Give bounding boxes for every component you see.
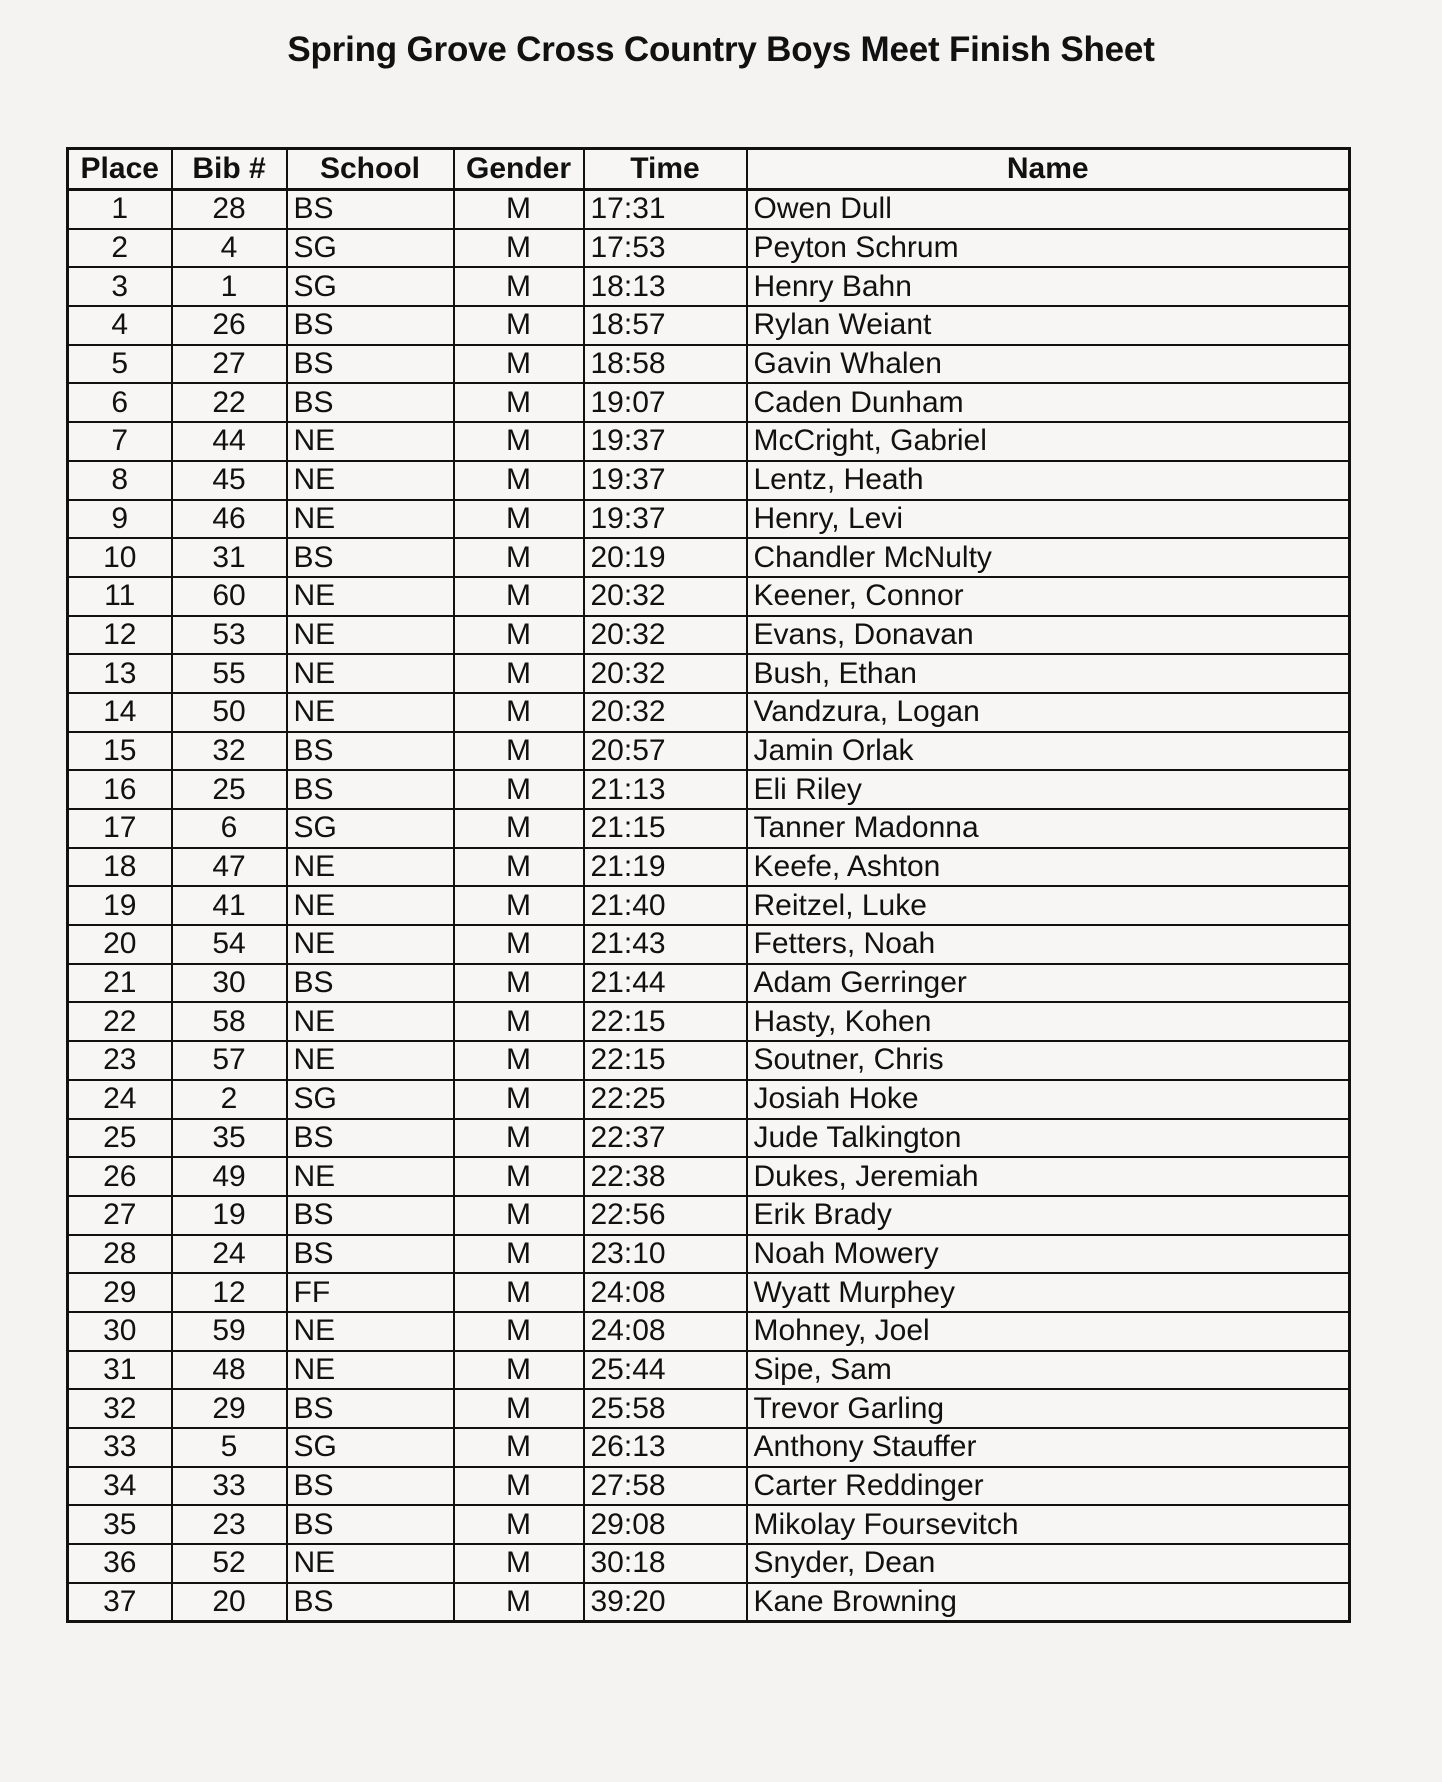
- table-row: [68, 345, 1350, 384]
- cell-name: Reitzel, Luke: [747, 886, 1350, 925]
- cell-bib: 49: [172, 1157, 287, 1196]
- cell-gender: M: [454, 693, 584, 732]
- cell-time: 22:37: [584, 1119, 747, 1158]
- table-row: [68, 383, 1350, 422]
- cell-time: 22:15: [584, 1002, 747, 1041]
- cell-time: 19:37: [584, 500, 747, 539]
- cell-place: 13: [68, 654, 172, 693]
- table-row: [68, 693, 1350, 732]
- cell-school: BS: [287, 1467, 454, 1506]
- cell-name: Sipe, Sam: [747, 1351, 1350, 1390]
- cell-bib: 29: [172, 1389, 287, 1428]
- cell-time: 20:32: [584, 654, 747, 693]
- cell-name: Lentz, Heath: [747, 461, 1350, 500]
- cell-school: BS: [287, 770, 454, 809]
- table-body: [68, 190, 1350, 1622]
- cell-name: Keefe, Ashton: [747, 848, 1350, 887]
- cell-school: BS: [287, 1119, 454, 1158]
- cell-bib: 5: [172, 1428, 287, 1467]
- cell-place: 22: [68, 1002, 172, 1041]
- cell-name: Anthony Stauffer: [747, 1428, 1350, 1467]
- cell-place: 16: [68, 770, 172, 809]
- cell-school: NE: [287, 1351, 454, 1390]
- cell-gender: M: [454, 345, 584, 384]
- cell-place: 7: [68, 422, 172, 461]
- cell-name: Peyton Schrum: [747, 229, 1350, 268]
- cell-gender: M: [454, 809, 584, 848]
- cell-school: NE: [287, 1312, 454, 1351]
- cell-place: 9: [68, 500, 172, 539]
- cell-bib: 52: [172, 1544, 287, 1583]
- cell-gender: M: [454, 886, 584, 925]
- cell-place: 35: [68, 1505, 172, 1544]
- cell-school: BS: [287, 1389, 454, 1428]
- table-row: [68, 538, 1350, 577]
- cell-bib: 55: [172, 654, 287, 693]
- cell-school: NE: [287, 693, 454, 732]
- cell-bib: 47: [172, 848, 287, 887]
- table-row: [68, 1467, 1350, 1506]
- cell-gender: M: [454, 1119, 584, 1158]
- cell-bib: 20: [172, 1583, 287, 1622]
- cell-time: 23:10: [584, 1235, 747, 1274]
- cell-time: 22:38: [584, 1157, 747, 1196]
- cell-place: 29: [68, 1273, 172, 1312]
- cell-school: BS: [287, 1235, 454, 1274]
- table-row: [68, 1235, 1350, 1274]
- cell-gender: M: [454, 1080, 584, 1119]
- table-row: [68, 1157, 1350, 1196]
- table-row: [68, 422, 1350, 461]
- cell-school: NE: [287, 848, 454, 887]
- cell-gender: M: [454, 1428, 584, 1467]
- finish-table: [66, 147, 1351, 1623]
- cell-gender: M: [454, 654, 584, 693]
- cell-bib: 1: [172, 267, 287, 306]
- cell-gender: M: [454, 1273, 584, 1312]
- cell-time: 24:08: [584, 1312, 747, 1351]
- cell-gender: M: [454, 190, 584, 229]
- cell-school: NE: [287, 500, 454, 539]
- cell-time: 25:44: [584, 1351, 747, 1390]
- cell-name: Carter Reddinger: [747, 1467, 1350, 1506]
- cell-gender: M: [454, 1041, 584, 1080]
- cell-name: Owen Dull: [747, 190, 1350, 229]
- cell-time: 21:19: [584, 848, 747, 887]
- table-row: [68, 1389, 1350, 1428]
- cell-place: 23: [68, 1041, 172, 1080]
- table-row: [68, 809, 1350, 848]
- table-row: [68, 1505, 1350, 1544]
- cell-place: 3: [68, 267, 172, 306]
- cell-place: 17: [68, 809, 172, 848]
- cell-name: Kane Browning: [747, 1583, 1350, 1622]
- cell-time: 20:32: [584, 577, 747, 616]
- header-row: [68, 149, 1350, 190]
- cell-school: FF: [287, 1273, 454, 1312]
- cell-time: 22:56: [584, 1196, 747, 1235]
- column-header-bib: Bib #: [172, 149, 287, 190]
- cell-place: 26: [68, 1157, 172, 1196]
- cell-gender: M: [454, 925, 584, 964]
- cell-name: Mikolay Foursevitch: [747, 1505, 1350, 1544]
- cell-time: 27:58: [584, 1467, 747, 1506]
- cell-time: 24:08: [584, 1273, 747, 1312]
- cell-gender: M: [454, 422, 584, 461]
- cell-school: NE: [287, 1157, 454, 1196]
- cell-bib: 53: [172, 616, 287, 655]
- cell-school: SG: [287, 1428, 454, 1467]
- cell-bib: 33: [172, 1467, 287, 1506]
- cell-name: Jude Talkington: [747, 1119, 1350, 1158]
- cell-school: BS: [287, 306, 454, 345]
- cell-time: 19:37: [584, 422, 747, 461]
- cell-gender: M: [454, 616, 584, 655]
- table-row: [68, 654, 1350, 693]
- cell-gender: M: [454, 1467, 584, 1506]
- table-row: [68, 886, 1350, 925]
- cell-school: NE: [287, 1002, 454, 1041]
- cell-time: 19:07: [584, 383, 747, 422]
- cell-name: Hasty, Kohen: [747, 1002, 1350, 1041]
- cell-school: NE: [287, 886, 454, 925]
- cell-bib: 26: [172, 306, 287, 345]
- cell-bib: 6: [172, 809, 287, 848]
- cell-time: 19:37: [584, 461, 747, 500]
- cell-gender: M: [454, 538, 584, 577]
- cell-gender: M: [454, 964, 584, 1003]
- cell-time: 26:13: [584, 1428, 747, 1467]
- cell-place: 36: [68, 1544, 172, 1583]
- cell-bib: 12: [172, 1273, 287, 1312]
- table-row: [68, 1002, 1350, 1041]
- cell-name: Wyatt Murphey: [747, 1273, 1350, 1312]
- cell-name: Henry, Levi: [747, 500, 1350, 539]
- cell-bib: 45: [172, 461, 287, 500]
- cell-place: 30: [68, 1312, 172, 1351]
- cell-bib: 22: [172, 383, 287, 422]
- cell-gender: M: [454, 732, 584, 771]
- cell-gender: M: [454, 848, 584, 887]
- cell-place: 21: [68, 964, 172, 1003]
- cell-bib: 2: [172, 1080, 287, 1119]
- cell-bib: 54: [172, 925, 287, 964]
- cell-time: 20:32: [584, 693, 747, 732]
- cell-bib: 31: [172, 538, 287, 577]
- cell-school: SG: [287, 267, 454, 306]
- cell-time: 21:44: [584, 964, 747, 1003]
- cell-bib: 35: [172, 1119, 287, 1158]
- cell-school: NE: [287, 1544, 454, 1583]
- cell-name: Evans, Donavan: [747, 616, 1350, 655]
- cell-name: Vandzura, Logan: [747, 693, 1350, 732]
- cell-name: Bush, Ethan: [747, 654, 1350, 693]
- cell-gender: M: [454, 461, 584, 500]
- cell-bib: 4: [172, 229, 287, 268]
- cell-place: 27: [68, 1196, 172, 1235]
- cell-place: 1: [68, 190, 172, 229]
- cell-school: BS: [287, 1196, 454, 1235]
- cell-bib: 60: [172, 577, 287, 616]
- cell-bib: 24: [172, 1235, 287, 1274]
- table-row: [68, 1312, 1350, 1351]
- cell-place: 14: [68, 693, 172, 732]
- cell-name: Gavin Whalen: [747, 345, 1350, 384]
- cell-school: BS: [287, 1583, 454, 1622]
- page-title: Spring Grove Cross Country Boys Meet Finish Sheet: [287, 30, 1155, 69]
- cell-bib: 30: [172, 964, 287, 1003]
- cell-place: 37: [68, 1583, 172, 1622]
- cell-bib: 58: [172, 1002, 287, 1041]
- cell-name: Noah Mowery: [747, 1235, 1350, 1274]
- table-row: [68, 306, 1350, 345]
- cell-gender: M: [454, 1544, 584, 1583]
- cell-place: 31: [68, 1351, 172, 1390]
- cell-place: 33: [68, 1428, 172, 1467]
- table-row: [68, 577, 1350, 616]
- cell-bib: 59: [172, 1312, 287, 1351]
- cell-name: Snyder, Dean: [747, 1544, 1350, 1583]
- cell-name: Caden Dunham: [747, 383, 1350, 422]
- cell-school: SG: [287, 1080, 454, 1119]
- table-row: [68, 229, 1350, 268]
- cell-school: NE: [287, 461, 454, 500]
- cell-gender: M: [454, 383, 584, 422]
- cell-place: 15: [68, 732, 172, 771]
- cell-name: Soutner, Chris: [747, 1041, 1350, 1080]
- cell-school: SG: [287, 809, 454, 848]
- cell-name: Fetters, Noah: [747, 925, 1350, 964]
- cell-gender: M: [454, 1157, 584, 1196]
- column-header-school: School: [287, 149, 454, 190]
- cell-name: Jamin Orlak: [747, 732, 1350, 771]
- cell-place: 11: [68, 577, 172, 616]
- cell-name: Keener, Connor: [747, 577, 1350, 616]
- cell-gender: M: [454, 1389, 584, 1428]
- cell-time: 18:57: [584, 306, 747, 345]
- cell-time: 20:19: [584, 538, 747, 577]
- cell-name: Henry Bahn: [747, 267, 1350, 306]
- cell-place: 25: [68, 1119, 172, 1158]
- cell-school: BS: [287, 538, 454, 577]
- cell-time: 18:58: [584, 345, 747, 384]
- cell-gender: M: [454, 306, 584, 345]
- cell-bib: 46: [172, 500, 287, 539]
- table-row: [68, 1428, 1350, 1467]
- cell-gender: M: [454, 577, 584, 616]
- cell-time: 39:20: [584, 1583, 747, 1622]
- table-row: [68, 1351, 1350, 1390]
- cell-school: NE: [287, 616, 454, 655]
- table-row: [68, 1080, 1350, 1119]
- cell-gender: M: [454, 500, 584, 539]
- cell-place: 10: [68, 538, 172, 577]
- cell-school: NE: [287, 925, 454, 964]
- table-row: [68, 770, 1350, 809]
- cell-place: 8: [68, 461, 172, 500]
- cell-name: McCright, Gabriel: [747, 422, 1350, 461]
- cell-school: NE: [287, 1041, 454, 1080]
- table-row: [68, 190, 1350, 229]
- cell-school: BS: [287, 383, 454, 422]
- cell-school: NE: [287, 654, 454, 693]
- cell-time: 21:40: [584, 886, 747, 925]
- cell-name: Chandler McNulty: [747, 538, 1350, 577]
- table-row: [68, 964, 1350, 1003]
- table-row: [68, 925, 1350, 964]
- table-row: [68, 267, 1350, 306]
- cell-place: 19: [68, 886, 172, 925]
- cell-time: 17:53: [584, 229, 747, 268]
- cell-name: Adam Gerringer: [747, 964, 1350, 1003]
- cell-name: Eli Riley: [747, 770, 1350, 809]
- cell-place: 12: [68, 616, 172, 655]
- cell-time: 17:31: [584, 190, 747, 229]
- cell-place: 20: [68, 925, 172, 964]
- cell-school: BS: [287, 345, 454, 384]
- column-header-gender: Gender: [454, 149, 584, 190]
- cell-bib: 25: [172, 770, 287, 809]
- column-header-name: Name: [747, 149, 1350, 190]
- cell-gender: M: [454, 1583, 584, 1622]
- column-header-time: Time: [584, 149, 747, 190]
- cell-place: 34: [68, 1467, 172, 1506]
- cell-place: 18: [68, 848, 172, 887]
- cell-school: BS: [287, 732, 454, 771]
- cell-gender: M: [454, 229, 584, 268]
- cell-gender: M: [454, 1196, 584, 1235]
- cell-name: Tanner Madonna: [747, 809, 1350, 848]
- cell-gender: M: [454, 267, 584, 306]
- table-row: [68, 1273, 1350, 1312]
- cell-gender: M: [454, 1002, 584, 1041]
- cell-bib: 32: [172, 732, 287, 771]
- cell-place: 32: [68, 1389, 172, 1428]
- cell-gender: M: [454, 1505, 584, 1544]
- cell-place: 4: [68, 306, 172, 345]
- cell-bib: 27: [172, 345, 287, 384]
- cell-place: 6: [68, 383, 172, 422]
- table-row: [68, 848, 1350, 887]
- cell-bib: 44: [172, 422, 287, 461]
- cell-bib: 48: [172, 1351, 287, 1390]
- cell-bib: 23: [172, 1505, 287, 1544]
- cell-bib: 41: [172, 886, 287, 925]
- cell-name: Erik Brady: [747, 1196, 1350, 1235]
- cell-bib: 19: [172, 1196, 287, 1235]
- table-row: [68, 1041, 1350, 1080]
- cell-time: 18:13: [584, 267, 747, 306]
- cell-place: 2: [68, 229, 172, 268]
- cell-name: Rylan Weiant: [747, 306, 1350, 345]
- cell-bib: 57: [172, 1041, 287, 1080]
- cell-time: 22:25: [584, 1080, 747, 1119]
- table-row: [68, 461, 1350, 500]
- cell-time: 30:18: [584, 1544, 747, 1583]
- table-row: [68, 1196, 1350, 1235]
- cell-place: 28: [68, 1235, 172, 1274]
- cell-gender: M: [454, 1312, 584, 1351]
- cell-time: 21:43: [584, 925, 747, 964]
- cell-time: 22:15: [584, 1041, 747, 1080]
- cell-time: 20:57: [584, 732, 747, 771]
- cell-time: 21:15: [584, 809, 747, 848]
- cell-gender: M: [454, 1235, 584, 1274]
- table-row: [68, 1583, 1350, 1622]
- table-row: [68, 732, 1350, 771]
- table-row: [68, 500, 1350, 539]
- table-row: [68, 1544, 1350, 1583]
- cell-school: NE: [287, 577, 454, 616]
- column-header-place: Place: [68, 149, 172, 190]
- cell-time: 21:13: [584, 770, 747, 809]
- cell-name: Dukes, Jeremiah: [747, 1157, 1350, 1196]
- cell-bib: 50: [172, 693, 287, 732]
- cell-place: 5: [68, 345, 172, 384]
- cell-school: BS: [287, 964, 454, 1003]
- cell-name: Trevor Garling: [747, 1389, 1350, 1428]
- cell-bib: 28: [172, 190, 287, 229]
- table-row: [68, 616, 1350, 655]
- cell-time: 29:08: [584, 1505, 747, 1544]
- cell-school: SG: [287, 229, 454, 268]
- cell-name: Josiah Hoke: [747, 1080, 1350, 1119]
- cell-gender: M: [454, 770, 584, 809]
- cell-gender: M: [454, 1351, 584, 1390]
- cell-name: Mohney, Joel: [747, 1312, 1350, 1351]
- cell-place: 24: [68, 1080, 172, 1119]
- cell-school: BS: [287, 190, 454, 229]
- cell-time: 25:58: [584, 1389, 747, 1428]
- cell-school: NE: [287, 422, 454, 461]
- cell-school: BS: [287, 1505, 454, 1544]
- cell-time: 20:32: [584, 616, 747, 655]
- table-row: [68, 1119, 1350, 1158]
